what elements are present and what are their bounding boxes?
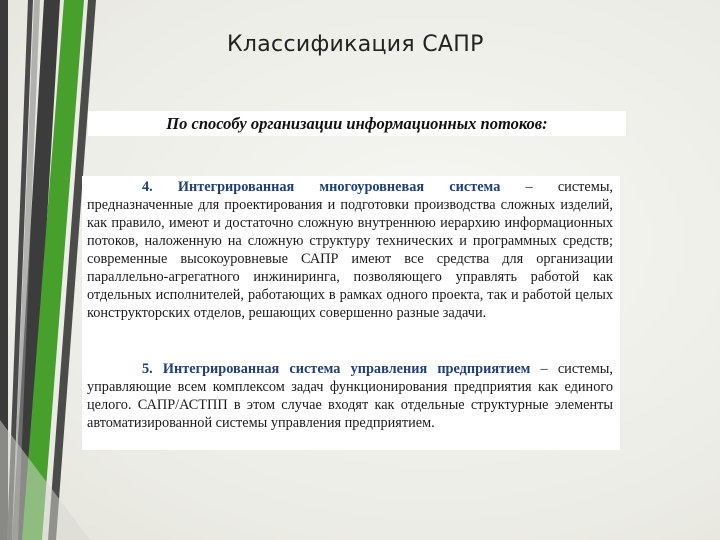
item-4-heading: 4. Интегрированная многоуровневая система xyxy=(142,179,501,195)
text-excerpt xyxy=(82,176,620,450)
item-4-text: – системы, предназначенные для проектирования и подготовки производства сложных изделий, как правило, имеют и достаточно сложную внутреннюю иерархию информационных потоков, наложенную на сложную структуру технических и программных средств; современные высокоуровневые САПР имеют все средства для организации параллельно-агрегатного инжиниринга, позволяющего управлять работой как отдельных исполнителей, работающих в рамках одного проекта, так и работой целых конструкторских отделов, решающих совершенно разные задачи. xyxy=(87,179,614,321)
item-5-text: – системы, управляющие всем комплексом задач функционирования предприятия как единого целого. САПР/АСТПП в этом случае входят как отдельные структурные элементы автоматизированной системы управления предприятием. xyxy=(87,361,613,431)
subtitle-text: По способу организации информационных потоков: xyxy=(166,114,548,133)
paragraph-item-5 xyxy=(87,360,613,432)
subtitle-banner xyxy=(88,111,626,136)
paragraph-item-4 xyxy=(87,178,613,322)
slide-title: Классификация САПР xyxy=(227,32,484,57)
item-5-heading: 5. Интегрированная система управления предприятием xyxy=(142,361,531,377)
